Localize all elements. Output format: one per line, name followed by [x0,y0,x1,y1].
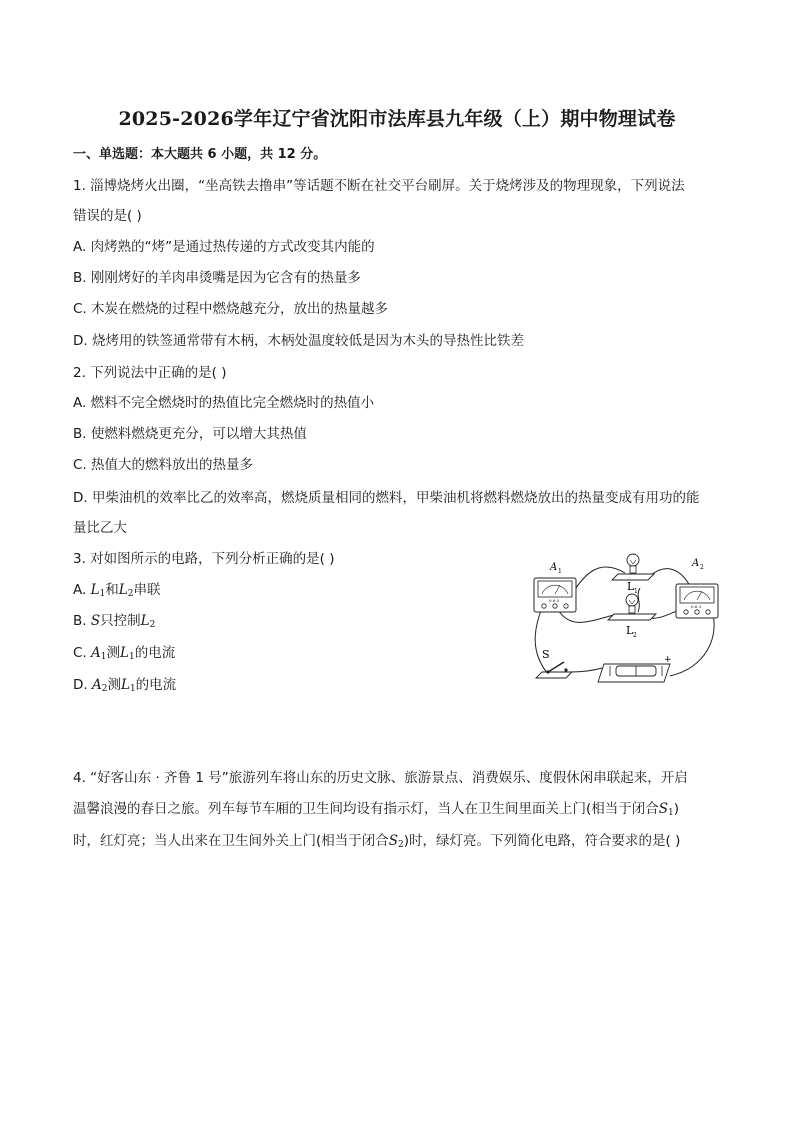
q2-option-a: A. 燃料不完全燃烧时的热值比完全燃烧时的热值小 [73,395,375,411]
q3-a-suffix: 串联 [133,582,161,598]
q4-line3-text: 时，红灯亮；当人出来在卫生间外关上门(相当于闭合 [73,833,389,849]
q3-b-var2: L [140,613,150,629]
label-s: S [542,648,550,661]
ammeter-a1 [534,578,576,612]
q3-c-var2: L [120,645,129,661]
q3-option-c [73,644,175,666]
q4-line2-sub: 1 [668,808,674,818]
label-a2-sub: 2 [700,564,704,571]
q3-c-suffix: 的电流 [134,645,176,661]
label-a1: A [550,562,558,573]
q3-d-var1: A [91,677,102,693]
q3-b-var1: S [90,613,101,629]
q3-option-d [73,676,176,698]
q2-option-d-line1: D. 甲柴油机的效率比乙的效率高，燃烧质量相同的燃料，甲柴油机将燃料燃烧放出的热量变成有用功的能 [73,490,700,506]
q3-c-mid: 测 [106,645,120,661]
label-a2: A [692,558,700,569]
q3-a-sub2: 2 [127,589,134,599]
q2-option-b: B. 使燃料燃烧更充分，可以增大其热值 [73,426,307,442]
lamp-l1 [612,554,654,580]
q3-d-sub2: 1 [129,684,136,694]
q3-b-prefix: B. [73,613,91,629]
label-l1-sub: 1 [634,588,638,595]
q4-line3 [73,832,680,854]
q3-option-b [73,612,155,634]
q3-d-sub1: 2 [101,684,108,694]
a2-scale-label: 0.6 3 [691,604,702,609]
q3-c-sub1: 1 [100,652,107,662]
q1-stem-line2: 错误的是( ) [73,208,142,224]
q4-line2-var: S [658,801,669,817]
q4-line2 [73,800,679,822]
label-l2-sub: 2 [633,632,637,639]
q3-a-prefix: A. [73,582,91,598]
q4-line2-end: ) [673,801,680,817]
a1-scale-label: 0.6 3 [549,598,560,603]
q4-line3-sub: 2 [398,840,404,850]
battery-pack [598,664,670,682]
q4-line2-text: 温馨浪漫的春日之旅。列车每节车厢的卫生间均设有指示灯，当人在卫生间里面关上门(相当于闭合 [73,801,659,817]
q3-c-prefix: C. [73,645,92,661]
q3-stem: 3. 对如图所示的电路，下列分析正确的是( ) [73,551,335,567]
label-l2: L [626,624,634,637]
q3-d-var2: L [120,677,130,693]
q3-a-var2: L [118,582,128,598]
ammeter-a2 [676,584,718,618]
q2-option-c: C. 热值大的燃料放出的热量多 [73,457,254,473]
wire-a1-to-l1 [572,567,625,594]
q3-b-mid: 只控制 [100,613,141,629]
wire-a2-to-battery [670,610,714,676]
wire-l1-to-a2 [650,569,690,586]
q3-d-suffix: 的电流 [135,677,177,693]
q4-line1: 4. “好客山东 · 齐鲁 1 号”旅游列车将山东的历史文脉、旅游景点、消费娱乐、度假休闲串联起来，开启 [73,770,688,786]
q3-b-sub2: 2 [149,620,156,630]
label-a1-sub: 1 [558,568,562,575]
section-heading-single-choice: 一、单选题：本大题共 6 小题，共 12 分。 [73,147,327,162]
page-title: 2025-2026学年辽宁省沈阳市法库县九年级（上）期中物理试卷 [118,108,676,130]
q3-d-mid: 测 [107,677,121,693]
q2-stem: 2. 下列说法中正确的是( ) [73,365,227,381]
q1-stem-line1: 1. 淄博烧烤火出圈，“坐高铁去撸串”等话题不断在社交平台刷屏。关于烧烤涉及的物理现象，下列说法 [73,178,685,194]
q1-option-c: C. 木炭在燃烧的过程中燃烧越充分，放出的热量越多 [73,301,389,317]
q3-c-sub2: 1 [128,652,135,662]
circuit-figure [530,548,730,690]
q1-option-d: D. 烧烤用的铁签通常带有木柄，木柄处温度较低是因为木头的导热性比铁差 [73,333,524,349]
q2-option-d-line2: 量比乙大 [73,520,127,536]
q3-a-var1: L [90,582,100,598]
q3-c-var1: A [91,645,101,661]
wire-switch-to-battery [570,668,602,672]
q1-option-b: B. 刚刚烤好的羊肉串烫嘴是因为它含有的热量多 [73,270,361,286]
label-battery-plus: + [664,655,672,665]
q3-d-prefix: D. [73,677,92,693]
label-l1: L [627,580,635,593]
wire-a1-to-switch [535,608,548,674]
q3-a-sub1: 1 [99,589,106,599]
q4-line3-var: S [388,833,399,849]
lamp-l2 [608,594,656,620]
q3-option-a [73,581,161,603]
q4-line3-end: )时，绿灯亮。下列简化电路，符合要求的是( ) [403,833,681,849]
q3-a-mid: 和 [105,582,119,598]
q1-option-a: A. 肉烤熟的“烤”是通过热传递的方式改变其内能的 [73,239,375,255]
